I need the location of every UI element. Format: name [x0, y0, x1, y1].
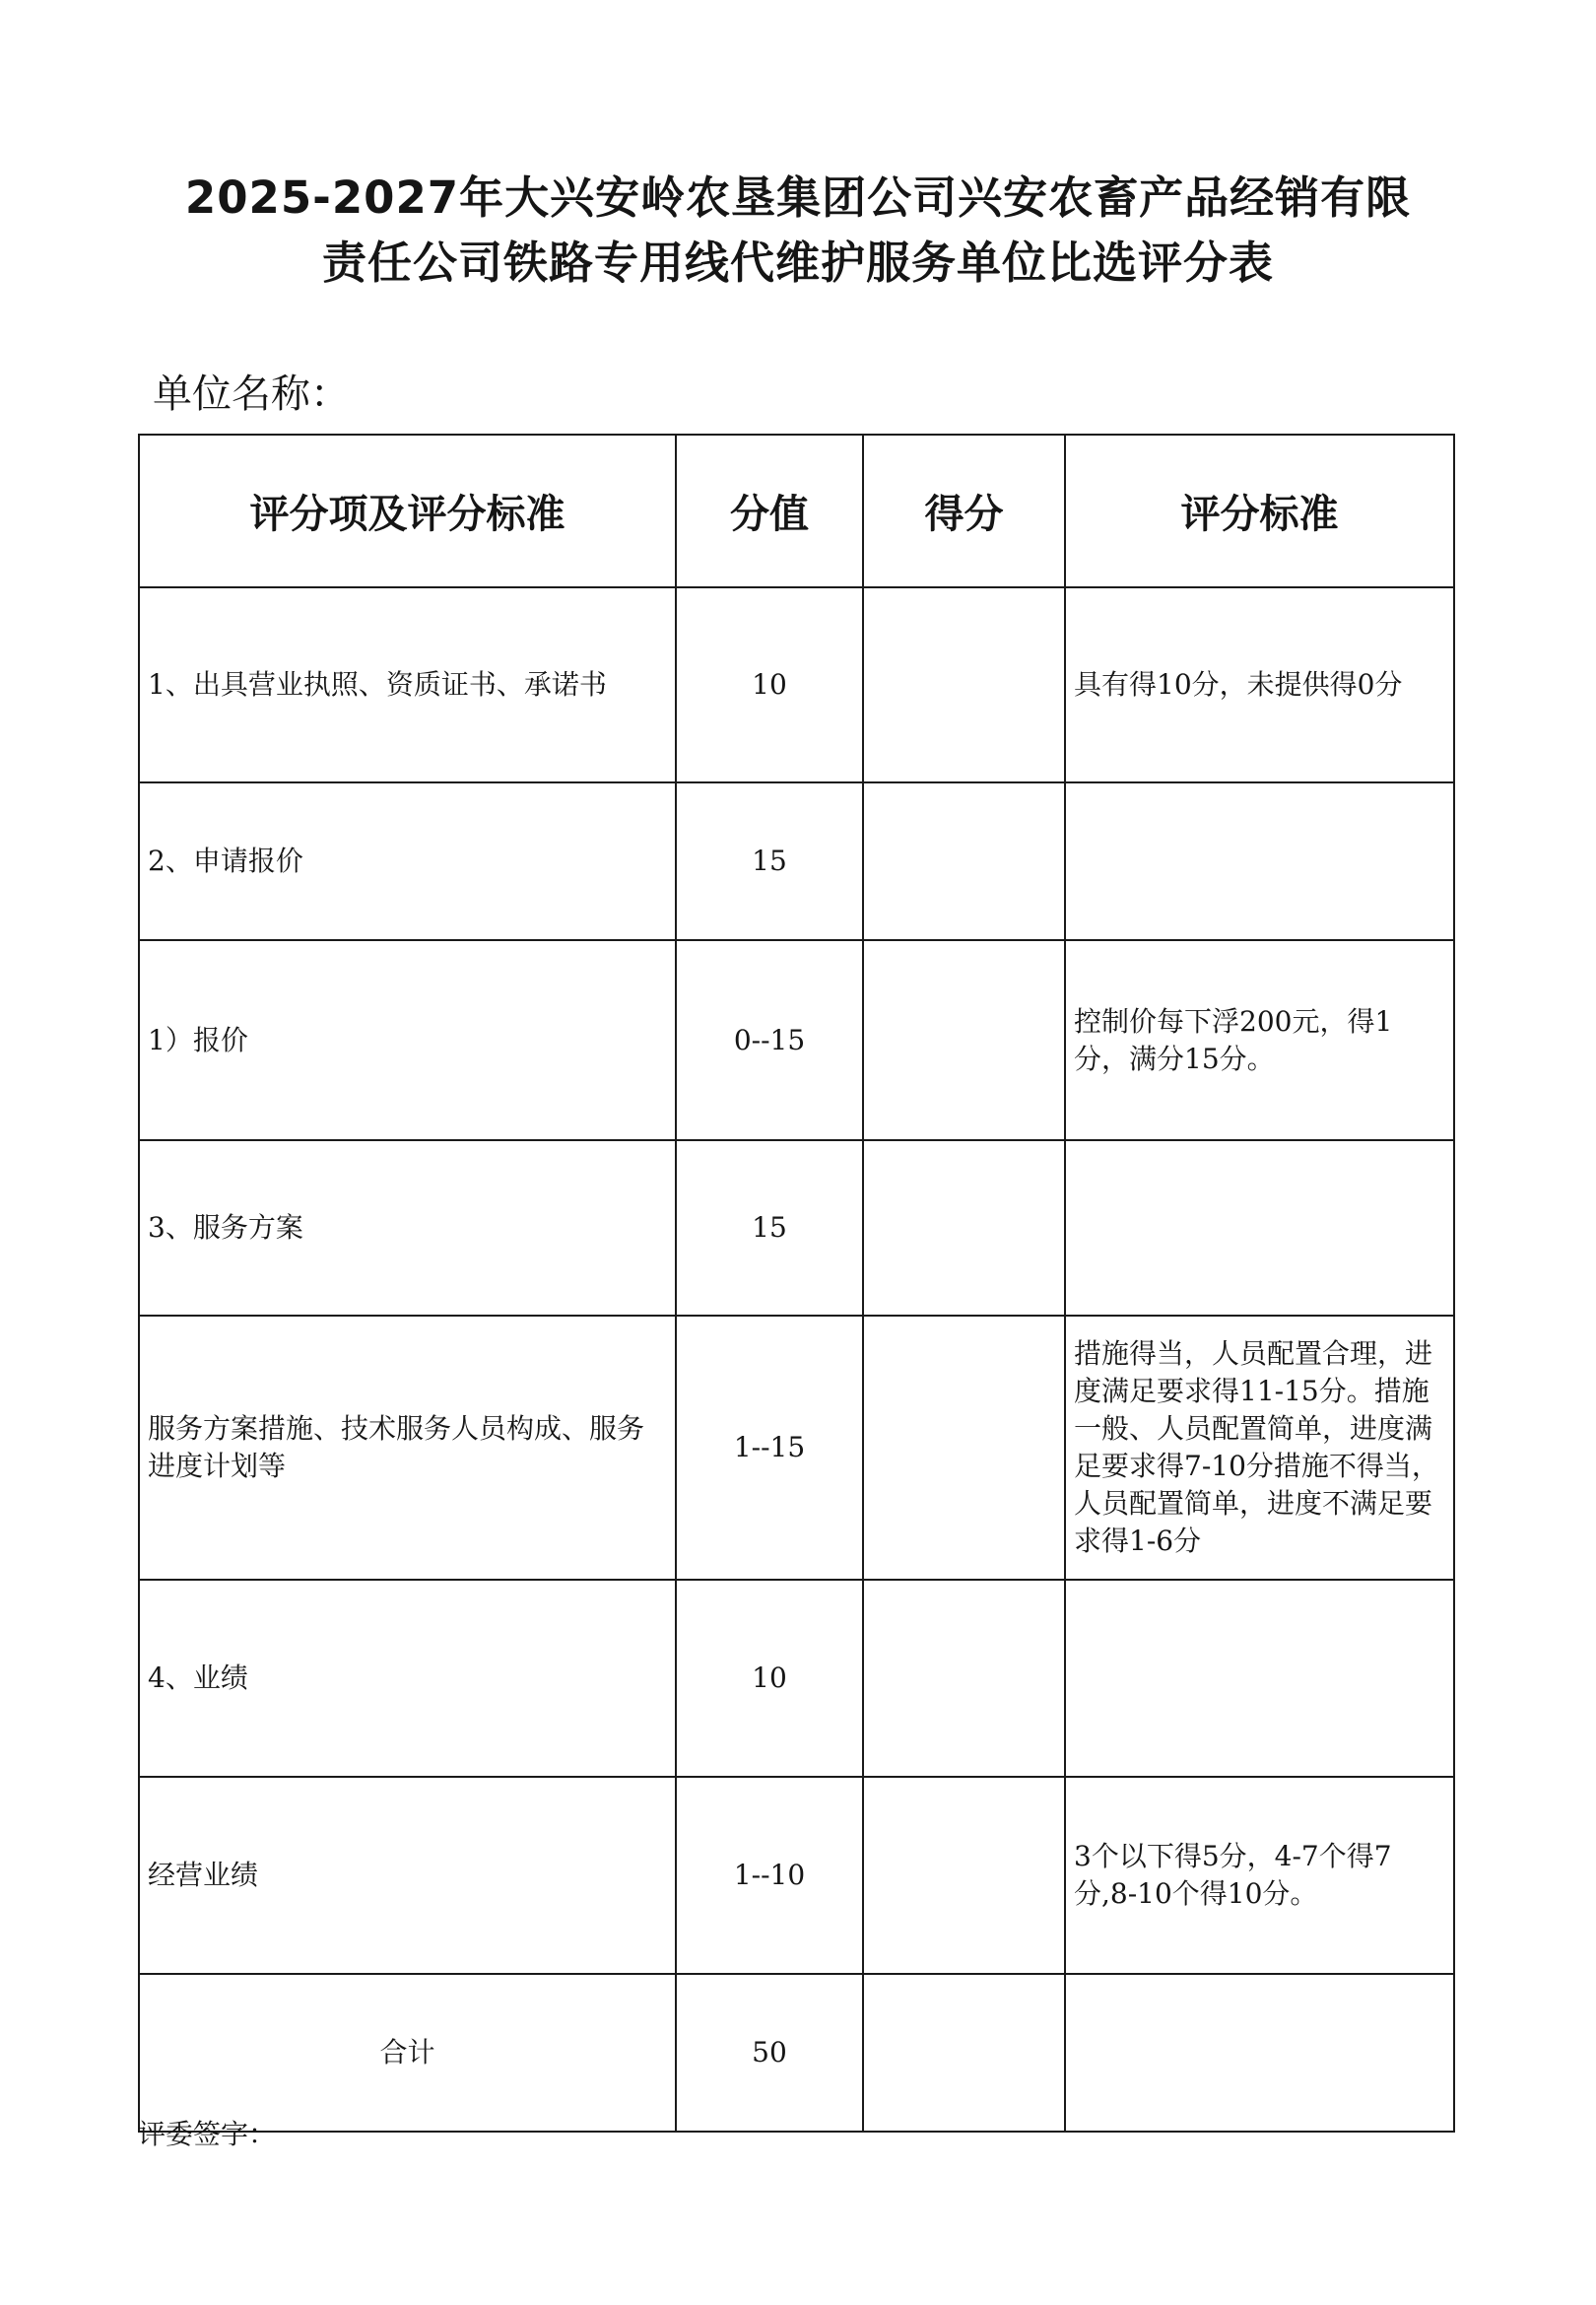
score-cell[interactable] — [863, 587, 1065, 782]
table-header-row — [139, 435, 1454, 587]
value-cell: 15 — [676, 782, 863, 940]
title-line-2: 责任公司铁路专用线代维护服务单位比选评分表 — [321, 237, 1274, 289]
table-row — [139, 1316, 1454, 1580]
item-cell: 1、出具营业执照、资质证书、承诺书 — [139, 587, 676, 782]
score-cell[interactable] — [863, 1580, 1065, 1777]
value-cell: 10 — [676, 587, 863, 782]
score-cell[interactable] — [863, 1140, 1065, 1316]
header-item: 评分项及评分标准 — [139, 435, 676, 587]
score-cell[interactable] — [863, 782, 1065, 940]
total-criteria-cell — [1065, 1974, 1454, 2132]
value-cell: 1--15 — [676, 1316, 863, 1580]
criteria-cell: 具有得10分，未提供得0分 — [1065, 587, 1454, 782]
table-row — [139, 940, 1454, 1140]
table-row — [139, 782, 1454, 940]
header-criteria: 评分标准 — [1065, 435, 1454, 587]
value-cell: 10 — [676, 1580, 863, 1777]
item-cell: 1）报价 — [139, 940, 676, 1140]
title-line-1: 2025-2027年大兴安岭农垦集团公司兴安农畜产品经销有限 — [184, 171, 1412, 224]
total-score-cell[interactable] — [863, 1974, 1065, 2132]
criteria-cell — [1065, 1580, 1454, 1777]
table-row — [139, 587, 1454, 782]
item-cell: 3、服务方案 — [139, 1140, 676, 1316]
item-cell: 2、申请报价 — [139, 782, 676, 940]
score-cell[interactable] — [863, 1316, 1065, 1580]
value-cell: 1--10 — [676, 1777, 863, 1974]
value-cell: 0--15 — [676, 940, 863, 1140]
item-cell: 经营业绩 — [139, 1777, 676, 1974]
value-cell: 15 — [676, 1140, 863, 1316]
item-cell: 4、业绩 — [139, 1580, 676, 1777]
table-row — [139, 1140, 1454, 1316]
criteria-cell: 3个以下得5分，4-7个得7分,8-10个得10分。 — [1065, 1777, 1454, 1974]
reviewer-signature-label: 评委签字： — [138, 2118, 277, 2150]
criteria-cell — [1065, 1140, 1454, 1316]
unit-name-label: 单位名称： — [153, 372, 350, 417]
criteria-cell: 控制价每下浮200元，得1分，满分15分。 — [1065, 940, 1454, 1140]
score-cell[interactable] — [863, 940, 1065, 1140]
document-title — [118, 166, 1478, 296]
total-row — [139, 1974, 1454, 2132]
criteria-cell: 措施得当，人员配置合理，进度满足要求得11-15分。措施一般、人员配置简单，进度满足要求得7-10分措施不得当，人员配置简单，进度不满足要求得1-6分 — [1065, 1316, 1454, 1580]
item-cell: 服务方案措施、技术服务人员构成、服务进度计划等 — [139, 1316, 676, 1580]
total-value: 50 — [676, 1974, 863, 2132]
total-label: 合计 — [139, 1974, 676, 2132]
header-value: 分值 — [676, 435, 863, 587]
criteria-cell — [1065, 782, 1454, 940]
scoring-table — [138, 434, 1455, 2133]
score-cell[interactable] — [863, 1777, 1065, 1974]
table-row — [139, 1580, 1454, 1777]
table-row — [139, 1777, 1454, 1974]
header-score: 得分 — [863, 435, 1065, 587]
